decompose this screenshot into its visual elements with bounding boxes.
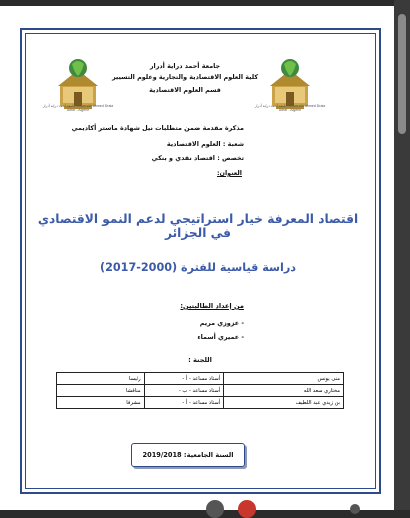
students-label: من إعداد الطالبتين: [180, 302, 244, 310]
committee-table [56, 372, 344, 409]
member-rank: أستاذ مساعد - أ - [144, 373, 224, 385]
table-row [57, 385, 344, 397]
memo-specialty: تخصص : اقتصاد نقدي و بنكي [151, 154, 244, 162]
member-role: رئيسا [57, 373, 145, 385]
toolbar-button[interactable] [206, 500, 224, 518]
academic-year-box: السنة الجامعية: 2019/2018 [131, 443, 245, 467]
memo-branch: شعبة : العلوم الاقتصادية [166, 140, 244, 148]
document-page [0, 6, 394, 510]
memo-purpose: مذكرة مقدمة ضمن متطلبات نيل شهادة ماستر أكاديمي [71, 124, 244, 132]
member-name: منى يونس [224, 373, 344, 385]
member-name: بن زيدي عبد اللطيف [224, 397, 344, 409]
thesis-title: اقتصاد المعرفة خيار استراتيجي لدعم النمو الاقتصادي في الجزائر [37, 212, 359, 240]
member-name: مختاري سعد الله [224, 385, 344, 397]
logo-caption-left: جامعة أحمد دراية أدرار Université Ahmed Draia Adrar - Algérie [42, 104, 114, 112]
member-role: مناقشا [57, 385, 145, 397]
member-rank: أستاذ مساعد - ب - [144, 385, 224, 397]
department-name: قسم العلوم الاقتصادية [149, 86, 221, 94]
toolbar-button[interactable] [350, 504, 360, 514]
logo-caption-right: جامعة أحمد دراية أدرار Université Ahmed Draia Adrar - Algérie [254, 104, 326, 112]
university-name: جامعة أحمد دراية أدرار [149, 62, 221, 70]
scroll-thumb[interactable] [398, 14, 406, 134]
student-name: - عميري أسماء [197, 333, 244, 341]
thesis-subtitle: دراسة قياسية للفترة (2000-2017) [99, 261, 297, 274]
table-row [57, 397, 344, 409]
member-rank: أستاذ مساعد - أ - [144, 397, 224, 409]
committee-label: اللجنة : [188, 356, 212, 364]
faculty-name: كلية العلوم الاقتصادية والتجارية وعلوم التسيير [111, 73, 259, 81]
member-role: مشرفا [57, 397, 145, 409]
toolbar-button[interactable] [238, 500, 256, 518]
table-row [57, 373, 344, 385]
student-name: - عزوزي مريم [199, 319, 244, 327]
title-label: العنوان: [216, 169, 242, 177]
viewer-scrollbar[interactable] [394, 0, 410, 510]
